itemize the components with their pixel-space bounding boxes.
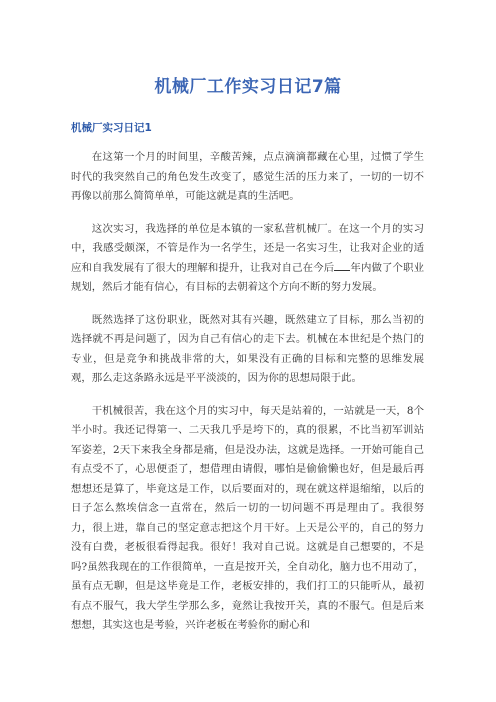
fill-in-blank [334,260,350,271]
paragraph-4: 干机械很苦，我在这个月的实习中，每天是站着的，一站就是一天，8个半小时。我还记得第一、二天我几乎是垮下的，真的很累，不比当初军训站军姿差，2天下来我全身都是痛，但是没办法，这就是选择。一开始可能自己有点受不了，心思便歪了，想借理由请假，哪怕是偷偷懒也好，但是最后再想想还是算了，毕竟这是工作，以后要面对的，现在就这样退缩缩，以后的日子怎么熬埃信念一直常在，然后一切的一切问题不再是理由了。我很努力，很上进，靠自己的坚定意志把这个月干好。上天是公平的，自己的努力没有白费，老板很看得起我。很好！我对自己说。这就是自己想要的，不是吗?虽然我现在的工作很简单，一直是按开关，全自动化，脑力也不用动了，虽有点无聊，但是这毕竟是工作，老板安排的，我们打工的只能听从，最初有点不服气，我大学生学那么多，竟然让我按开关，真的不服气。但是后来想想，其实这也是考验，兴许老板在考验你的耐心和 [71,404,424,631]
paragraph-2 [71,220,424,298]
document-body [71,148,424,649]
paragraph-2-tail: 年内做了个职业规划，然后才能有信心，有目标的去朝着这个方向不断的努力发展。 [71,261,424,293]
paragraph-3: 既然选择了这份职业，既然对其有兴趣，既然建立了目标，那么当初的选择就不再是问题了，因为自己有信心的走下去。机械在本世纪是个热门的专业，但是竞争和挑战非常的大，如果没有正确的目标和完整的思维发展观，那么走这条路永远是平平淡淡的，因为你的思想局限于此。 [71,313,424,384]
document-title: 机械厂工作实习日记7篇 [154,77,342,97]
section-heading: 机械厂实习日记1 [71,122,152,134]
paragraph-2-head: 这次实习，我选择的单位是本镇的一家私营机械厂。在这一个月的实习中，我感受颇深，不管是作为一名学生，还是一名实习生，让我对企业的适应和自我发展有了很大的理解和提升，让我对自己在今后 [71,222,424,274]
paragraph-1: 在这第一个月的时间里，辛酸苦辣，点点滴滴都藏在心里，过惯了学生时代的我突然自己的角色发生改变了，感觉生活的压力来了，一切的一切不再像以前那么简简单单，可能这就是真的生活吧。 [71,151,424,202]
